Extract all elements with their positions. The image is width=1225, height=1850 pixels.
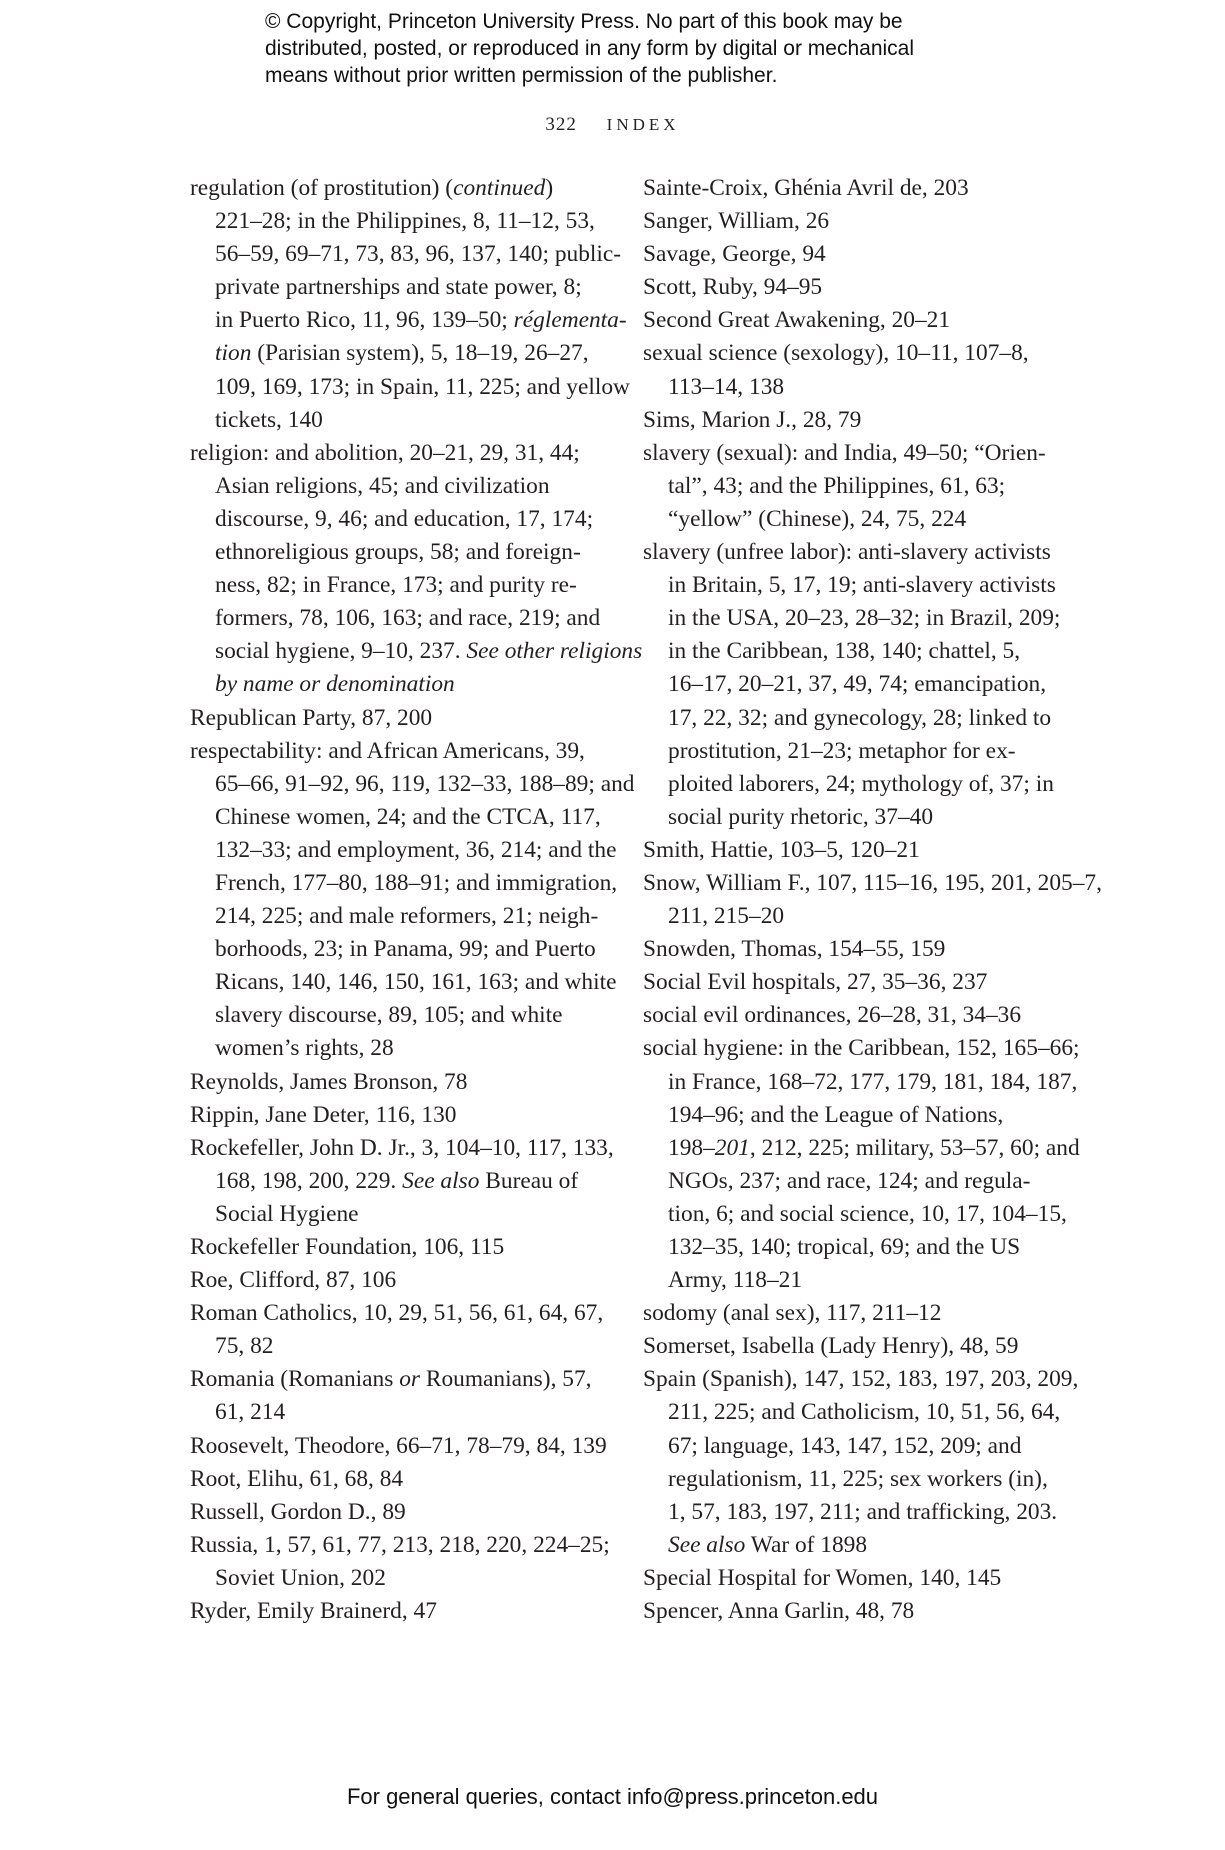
index-entry-heading: Russia, 1, 57, 61, 77, 213, 218, 220, 224–25;: [190, 1531, 610, 1558]
index-entry: [190, 1363, 610, 1429]
copyright-notice: [265, 8, 1025, 89]
index-entry: [643, 238, 1063, 271]
index-entry-continuation: 211, 215–20: [668, 903, 785, 930]
index-entry-continuation: Ricans, 140, 146, 150, 161, 163; and white: [215, 969, 617, 996]
index-entry-heading: social hygiene: in the Caribbean, 152, 165–66;: [643, 1035, 1080, 1062]
index-entry-heading: Spain (Spanish), 147, 152, 183, 197, 203, 209,: [643, 1366, 1079, 1393]
index-entry: [643, 933, 1063, 966]
index-entry: [643, 536, 1063, 834]
index-entry: [643, 404, 1063, 437]
index-entry-heading: sodomy (anal sex), 117, 211–12: [643, 1300, 942, 1327]
index-entry-heading: Scott, Ruby, 94–95: [643, 274, 823, 301]
index-entry: [643, 1363, 1079, 1562]
index-entry: [190, 1099, 610, 1132]
index-entry: [190, 437, 643, 702]
copyright-line: distributed, posted, or reproduced in any form by digital or mechanical: [265, 37, 915, 60]
index-entry: [190, 1463, 610, 1496]
index-entry-continuation: discourse, 9, 46; and education, 17, 174;: [215, 505, 594, 532]
index-entry-heading: Sanger, William, 26: [643, 208, 830, 235]
index-entry-continuation: 1, 57, 183, 197, 211; and trafficking, 203.: [668, 1498, 1058, 1525]
index-entry-continuation: Soviet Union, 202: [215, 1564, 386, 1591]
index-entry-continuation: prostitution, 21–23; metaphor for ex-: [668, 737, 1016, 764]
index-entry-continuation: 65–66, 91–92, 96, 119, 132–33, 188–89; and: [215, 770, 635, 797]
index-entry-heading: Roosevelt, Theodore, 66–71, 78–79, 84, 139: [190, 1432, 607, 1459]
index-entry: [643, 966, 1063, 999]
index-entry-heading: Savage, George, 94: [643, 241, 826, 268]
copyright-line: © Copyright, Princeton University Press. No part of this book may be: [265, 10, 903, 33]
copyright-line: means without prior written permission of the publisher.: [265, 64, 778, 87]
index-entry: [643, 205, 1063, 238]
index-entry-heading: Snowden, Thomas, 154–55, 159: [643, 936, 946, 963]
index-entry-heading: Somerset, Isabella (Lady Henry), 48, 59: [643, 1333, 1019, 1360]
index-entry-continuation: women’s rights, 28: [215, 1035, 394, 1062]
index-entry-continuation: 75, 82: [215, 1333, 274, 1360]
index-entry-heading: Rippin, Jane Deter, 116, 130: [190, 1101, 457, 1128]
index-entry-continuation: 194–96; and the League of Nations,: [668, 1101, 1004, 1128]
index-entry-continuation: tal”, 43; and the Philippines, 61, 63;: [668, 472, 1006, 499]
index-entry-continuation: in France, 168–72, 177, 179, 181, 184, 187,: [668, 1068, 1078, 1095]
index-entry-heading: Special Hospital for Women, 140, 145: [643, 1564, 1002, 1591]
index-entry-continuation: 214, 225; and male reformers, 21; neigh-: [215, 903, 599, 930]
index-entry: [190, 1132, 614, 1231]
index-entry: [190, 1529, 610, 1595]
index-entry-heading: Snow, William F., 107, 115–16, 195, 201, 205–7,: [643, 869, 1102, 896]
index-entry: [190, 1231, 610, 1264]
footer-contact: For general queries, contact info@press.princeton.edu: [346, 1784, 879, 1809]
index-entry-continuation: tickets, 140: [215, 406, 323, 433]
index-entry: [643, 271, 1063, 304]
index-entry: [643, 337, 1063, 403]
index-entry-continuation: 132–35, 140; tropical, 69; and the US: [668, 1234, 1021, 1260]
index-entry-heading: Reynolds, James Bronson, 78: [190, 1068, 468, 1095]
index-entry: [190, 1066, 610, 1099]
index-entry-continuation: social purity rhetoric, 37–40: [668, 803, 934, 830]
index-entry: [643, 867, 1102, 933]
index-entry: [643, 1032, 1080, 1297]
section-title: INDEX: [606, 115, 680, 134]
index-entry-heading: slavery (unfree labor): anti-slavery activists: [643, 539, 1051, 566]
index-entry: [643, 304, 1063, 337]
page-number: 322: [545, 114, 577, 135]
index-entry-continuation: 132–33; and employment, 36, 214; and the: [215, 836, 617, 863]
index-entry-continuation: ethnoreligious groups, 58; and foreign-: [215, 539, 581, 566]
index-column-left: [190, 172, 643, 1628]
running-head: [0, 114, 1225, 136]
index-entry-continuation: by name or denomination: [215, 671, 455, 698]
index-entry-continuation: in Puerto Rico, 11, 96, 139–50; réglementa-: [215, 307, 627, 334]
index-entry: [643, 1562, 1063, 1595]
index-entry-continuation: 56–59, 69–71, 73, 83, 96, 137, 140; public-: [215, 241, 622, 268]
index-entry-heading: Republican Party, 87, 200: [190, 704, 433, 731]
index-entry-heading: sexual science (sexology), 10–11, 107–8,: [643, 340, 1029, 367]
index-column-right: [643, 172, 1102, 1628]
index-entry-continuation: 113–14, 138: [668, 373, 785, 400]
index-entry-continuation: “yellow” (Chinese), 24, 75, 224: [668, 505, 967, 532]
index-entry-continuation: tion (Parisian system), 5, 18–19, 26–27,: [215, 340, 589, 367]
index-entry-heading: Smith, Hattie, 103–5, 120–21: [643, 836, 920, 863]
index-entry-continuation: regulationism, 11, 225; sex workers (in),: [668, 1465, 1048, 1492]
index-entry-continuation: ploited laborers, 24; mythology of, 37; in: [668, 770, 1054, 797]
index-entry: [190, 1496, 610, 1529]
index-entry: [190, 1430, 610, 1463]
index-entry: [190, 735, 635, 1066]
index-entry-continuation: borhoods, 23; in Panama, 99; and Puerto: [215, 936, 596, 963]
index-entry-continuation: in the USA, 20–23, 28–32; in Brazil, 209;: [668, 605, 1061, 632]
index-entry: [190, 1264, 610, 1297]
index-entry-heading: religion: and abolition, 20–21, 29, 31, 44;: [190, 439, 580, 466]
index-entry-continuation: 67; language, 143, 147, 152, 209; and: [668, 1432, 1022, 1459]
index-entry-heading: Romania (Romanians or Roumanians), 57,: [190, 1366, 592, 1393]
index-entry: [190, 702, 610, 735]
index-entry: [190, 1297, 610, 1363]
index-entry-continuation: tion, 6; and social science, 10, 17, 104–15,: [668, 1200, 1067, 1227]
index-entry-continuation: slavery discourse, 89, 105; and white: [215, 1002, 563, 1029]
index-entry-continuation: Chinese women, 24; and the CTCA, 117,: [215, 803, 601, 830]
index-entry-heading: Roe, Clifford, 87, 106: [190, 1267, 397, 1294]
index-entry-heading: Sims, Marion J., 28, 79: [643, 406, 862, 433]
index-entry-heading: Roman Catholics, 10, 29, 51, 56, 61, 64, 67,: [190, 1300, 604, 1327]
index-entry-continuation: in Britain, 5, 17, 19; anti-slavery activists: [668, 572, 1056, 599]
index-entry-continuation: 198–201, 212, 225; military, 53–57, 60; and: [668, 1134, 1080, 1161]
index-entry: [643, 834, 1063, 867]
index-entry-continuation: 211, 225; and Catholicism, 10, 51, 56, 64,: [668, 1399, 1061, 1426]
index-entry-heading: regulation (of prostitution) (continued): [190, 175, 554, 201]
index-entry-continuation: 168, 198, 200, 229. See also Bureau of: [215, 1167, 579, 1194]
index-entry-heading: Second Great Awakening, 20–21: [643, 307, 951, 334]
index-entry: [643, 999, 1063, 1032]
index-entry-continuation: 221–28; in the Philippines, 8, 11–12, 53,: [215, 208, 595, 235]
index-entry: [643, 1595, 1063, 1628]
index-entry-continuation: private partnerships and state power, 8;: [215, 274, 582, 301]
index-entry-heading: Social Evil hospitals, 27, 35–36, 237: [643, 969, 988, 996]
index-entry-heading: social evil ordinances, 26–28, 31, 34–36: [643, 1002, 1022, 1029]
index-entry: [643, 437, 1063, 536]
index-entry-continuation: 16–17, 20–21, 37, 49, 74; emancipation,: [668, 671, 1047, 698]
index-entry-continuation: See also War of 1898: [668, 1531, 868, 1558]
index-entry-heading: Spencer, Anna Garlin, 48, 78: [643, 1598, 915, 1625]
index-entry-heading: slavery (sexual): and India, 49–50; “Orien-: [643, 439, 1046, 466]
index-entry-continuation: Army, 118–21: [668, 1267, 803, 1294]
index-entry: [643, 1330, 1063, 1363]
index-entry-continuation: social hygiene, 9–10, 237. See other religions: [215, 638, 643, 665]
index-entry: [643, 1297, 1063, 1330]
index-entry-heading: Russell, Gordon D., 89: [190, 1498, 406, 1525]
index-entry-heading: Ryder, Emily Brainerd, 47: [190, 1598, 437, 1625]
index-entry-continuation: ness, 82; in France, 173; and purity re-: [215, 572, 577, 599]
index-entry: [190, 1595, 610, 1628]
index-entry-heading: Rockefeller Foundation, 106, 115: [190, 1234, 505, 1260]
index-entry: [190, 172, 630, 437]
index-entry-heading: respectability: and African Americans, 39,: [190, 737, 585, 764]
index-entry-continuation: 17, 22, 32; and gynecology, 28; linked to: [668, 704, 1052, 731]
index-entry-continuation: Asian religions, 45; and civilization: [215, 472, 550, 499]
index-entry-heading: Rockefeller, John D. Jr., 3, 104–10, 117, 133,: [190, 1134, 614, 1161]
index-entry-continuation: French, 177–80, 188–91; and immigration,: [215, 869, 618, 896]
index-entry-continuation: in the Caribbean, 138, 140; chattel, 5,: [668, 638, 1021, 665]
index-entry-heading: Root, Elihu, 61, 68, 84: [190, 1465, 404, 1492]
index-entry-continuation: NGOs, 237; and race, 124; and regula-: [668, 1167, 1031, 1194]
index-entry-continuation: formers, 78, 106, 163; and race, 219; and: [215, 605, 601, 632]
index-entry: [643, 172, 1063, 205]
index-entry-continuation: Social Hygiene: [215, 1200, 359, 1227]
index-entry-continuation: 61, 214: [215, 1399, 286, 1426]
index-entry-continuation: 109, 169, 173; in Spain, 11, 225; and yellow: [215, 373, 630, 400]
index-entry-heading: Sainte-Croix, Ghénia Avril de, 203: [643, 175, 969, 201]
